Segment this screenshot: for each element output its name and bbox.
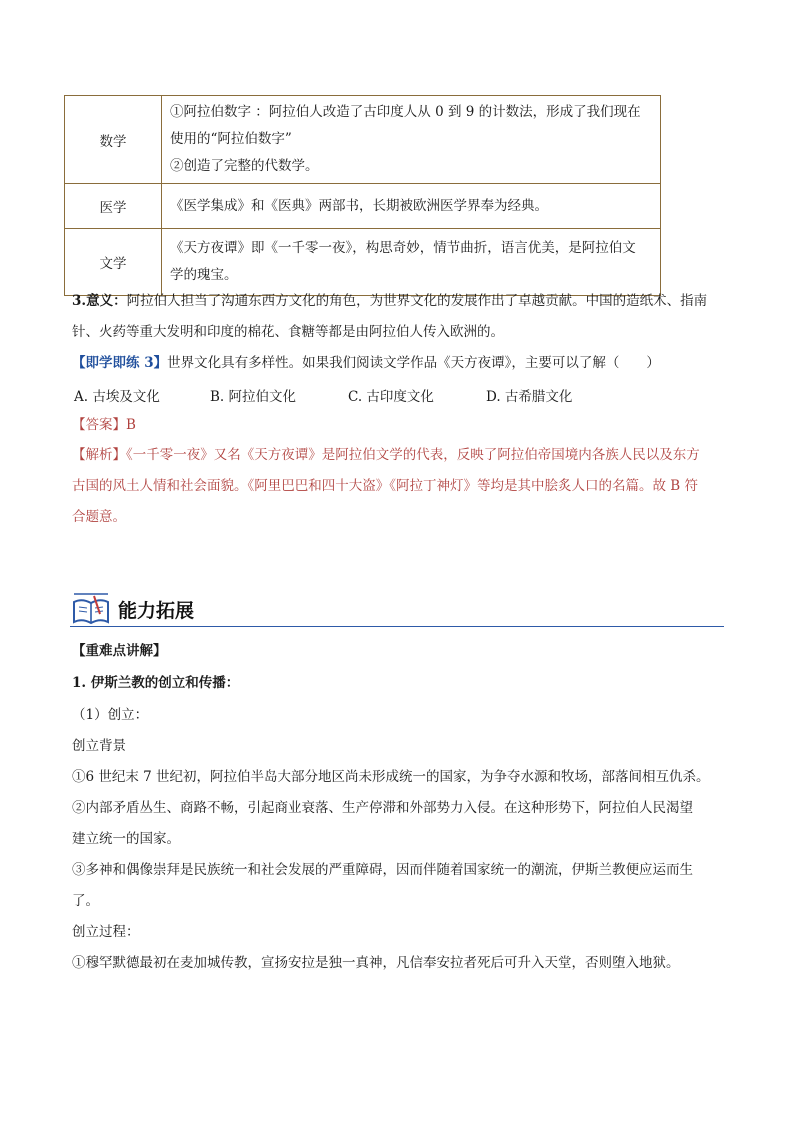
background-line: 了。 xyxy=(72,893,99,909)
analysis-text-2: 古国的风土人情和社会面貌。《阿里巴巴和四十大盗》《阿拉丁神灯》等均是其中脍炙人口的名篇。故 B 符 xyxy=(72,478,699,494)
significance-text: 阿拉伯人担当了沟通东西方文化的角色，为世界文化的发展作出了卓越贡献。中国的造纸术、指南 xyxy=(126,293,708,309)
significance-text-2: 针、火药等重大发明和印度的棉花、食糖等都是由阿拉伯人传入欧洲的。 xyxy=(72,324,504,340)
row-content-medicine xyxy=(162,184,661,229)
row-label-medicine: 医学 xyxy=(65,184,162,229)
analysis-text: 《一千零一夜》又名《天方夜谭》是阿拉伯文学的代表，反映了阿拉伯帝国境内各族人民以及东方 xyxy=(126,447,700,463)
background-line: ③多神和偶像崇拜是民族统一和社会发展的严重障碍，因而伴随着国家统一的潮流，伊斯兰教便应运而生 xyxy=(72,862,693,878)
practice-question-text: 世界文化具有多样性。如果我们阅读文学作品《天方夜谭》，主要可以了解（ ） xyxy=(167,355,660,371)
section-header xyxy=(70,592,724,627)
answer-line xyxy=(72,410,136,441)
option-b: B. 阿拉伯文化 xyxy=(210,389,297,405)
process-line: ①穆罕默德最初在麦加城传教，宣扬安拉是独一真神，凡信奉安拉者死后可升入天堂，否则堕入地狱。 xyxy=(72,955,680,971)
background-title: 创立背景 xyxy=(72,738,126,754)
background-line: ①6 世纪末 7 世纪初，阿拉伯半岛大部分地区尚未形成统一的国家，为争夺水源和牧场，部落间相互仇杀。 xyxy=(72,769,710,785)
row-content-math xyxy=(162,96,661,184)
significance-paragraph xyxy=(72,286,732,348)
practice-tag: 【即学即练 3】 xyxy=(72,355,168,371)
culture-table xyxy=(64,95,661,296)
table-row xyxy=(65,96,661,184)
significance-label: 3.意义： xyxy=(72,293,127,309)
part-title: （1）创立： xyxy=(72,707,149,723)
analysis-text-3: 合题意。 xyxy=(72,509,126,525)
process-title: 创立过程： xyxy=(72,924,140,940)
practice-question xyxy=(72,348,660,379)
row-label-math: 数学 xyxy=(65,96,162,184)
answer-value: B xyxy=(126,417,136,433)
extension-heading: 【重难点讲解】 xyxy=(72,643,167,659)
extension-subheading: 1. 伊斯兰教的创立和传播： xyxy=(72,675,240,691)
background-line: 建立统一的国家。 xyxy=(72,831,180,847)
table-row xyxy=(65,184,661,229)
analysis-tag: 【解析】 xyxy=(72,447,126,463)
row-label-literature: 文学 xyxy=(65,229,162,296)
section-title: 能力拓展 xyxy=(118,600,195,622)
cell-line: 使用的“阿拉伯数字” xyxy=(170,131,292,147)
analysis-paragraph xyxy=(72,440,732,533)
extension-body xyxy=(72,700,732,979)
cell-line: ②创造了完整的代数学。 xyxy=(170,158,319,174)
cell-line: 《医学集成》和《医典》两部书，长期被欧洲医学界奉为经典。 xyxy=(170,197,548,214)
cell-line: ①阿拉伯数字 ：阿拉伯人改造了古印度人从 0 到 9 的计数法，形成了我们现在 xyxy=(170,104,641,120)
option-a: A. 古埃及文化 xyxy=(74,389,160,405)
cell-line: 学的瑰宝。 xyxy=(170,267,238,283)
cell-line: 《天方夜谭》即《一千零一夜》，构思奇妙，情节曲折，语言优美，是阿拉伯文 xyxy=(170,240,636,256)
option-d: D. 古希腊文化 xyxy=(486,389,573,405)
answer-tag: 【答案】 xyxy=(72,417,126,433)
option-c: C. 古印度文化 xyxy=(348,389,434,405)
background-line: ②内部矛盾丛生、商路不畅，引起商业衰落、生产停滞和外部势力入侵。在这种形势下，阿拉伯人民渴望 xyxy=(72,800,693,816)
book-icon xyxy=(70,592,112,630)
